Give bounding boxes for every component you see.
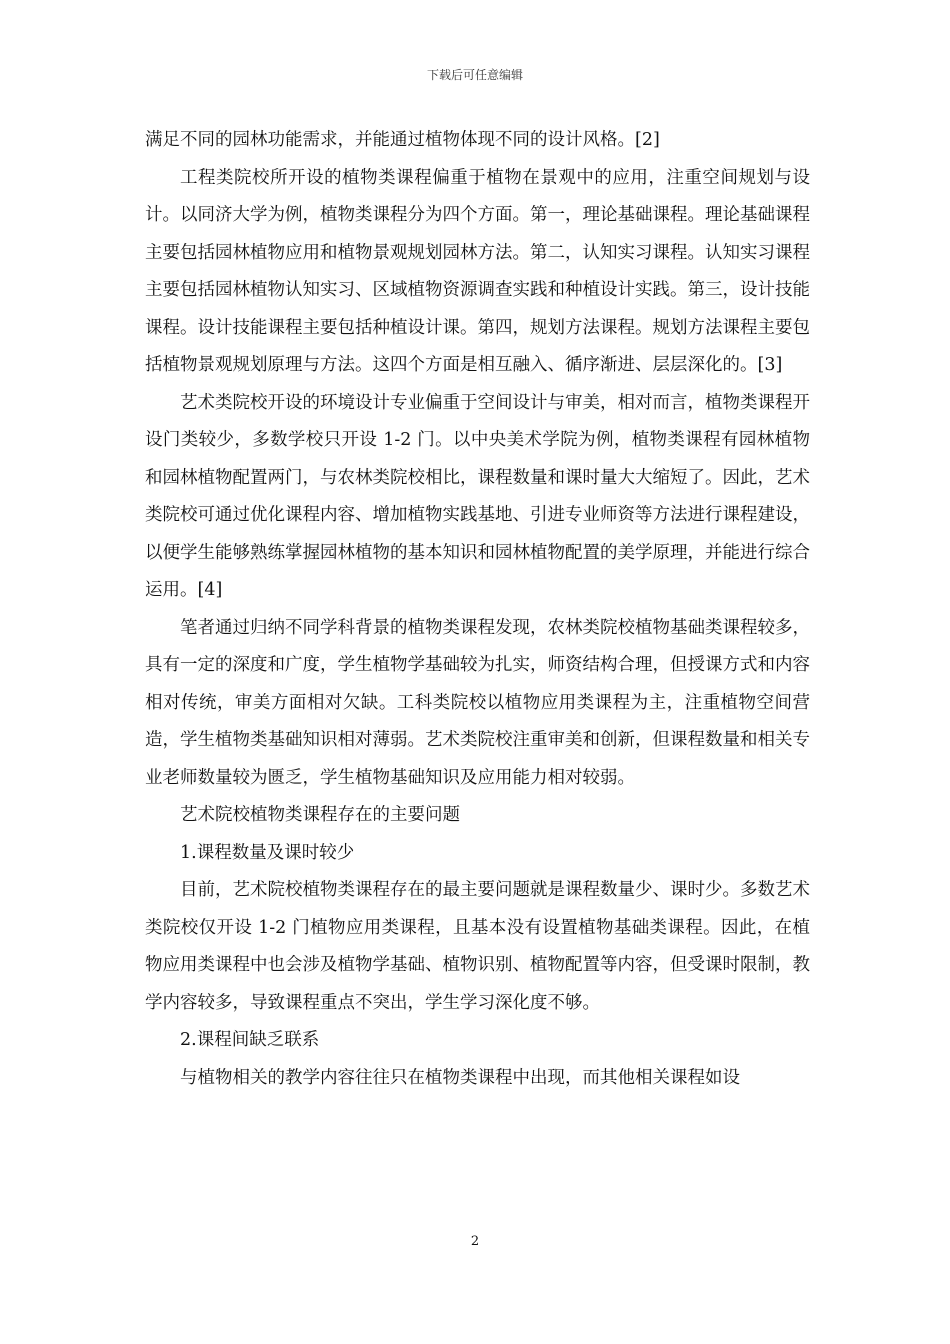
paragraph-problem-2: 与植物相关的教学内容往往只在植物类课程中出现，而其他相关课程如设: [180, 1067, 740, 1088]
paragraph-art-schools: 艺术类院校开设的环境设计专业偏重于空间设计与审美，相对而言，植物类课程开设门类较少，多数学校只开设 1-2 门。以中央美术学院为例，植物类课程有园林植物和园林植物配置两门，与农林类院校相比，课程数量和课时量大大缩短了。因此，艺术类院校可通过优化课程内容、增加植物实践基地、引进专业师资等方法进行课程建设，以便学生能够熟练掌握园林植物的基本知识和园林植物配置的美学原理，并能进行综合运用。[4]: [145, 392, 810, 600]
section-heading: 艺术院校植物类课程存在的主要问题: [180, 805, 460, 825]
paragraph-engineering-schools: 工程类院校所开设的植物类课程偏重于植物在景观中的应用，注重空间规划与设计。以同济大学为例，植物类课程分为四个方面。第一，理论基础课程。理论基础课程主要包括园林植物应用和植物景观规划园林方法。第二，认知实习课程。认知实习课程主要包括园林植物认知实习、区域植物资源调查实践和种植设计实践。第三，设计技能课程。设计技能课程主要包括种植设计课。第四，规划方法课程。规划方法课程主要包括植物景观规划原理与方法。这四个方面是相互融入、循序渐进、层层深化的。[3]: [145, 167, 810, 375]
paragraph-summary: 笔者通过归纳不同学科背景的植物类课程发现，农林类院校植物基础类课程较多，具有一定的深度和广度，学生植物学基础较为扎实，师资结构合理，但授课方式和内容相对传统，审美方面相对欠缺。工科类院校以植物应用类课程为主，注重植物空间营造，学生植物类基础知识相对薄弱。艺术类院校注重审美和创新，但课程数量和相关专业老师数量较为匮乏，学生植物基础知识及应用能力相对较弱。: [145, 617, 810, 788]
subheading-1: 1.课程数量及课时较少: [180, 842, 355, 863]
body-text: [145, 122, 810, 1097]
paragraph-problem-1: 目前，艺术院校植物类课程存在的最主要问题就是课程数量少、课时少。多数艺术类院校仅开设 1-2 门植物应用类课程，且基本没有设置植物基础类课程。因此，在植物应用类课程中也会涉及植物学基础、植物识别、植物配置等内容，但受课时限制，教学内容较多，导致课程重点不突出，学生学习深化度不够。: [145, 880, 810, 1013]
page-header-note: 下载后可任意编辑: [426, 68, 523, 82]
paragraph-continuation: 满足不同的园林功能需求，并能通过植物体现不同的设计风格。[2]: [145, 130, 660, 150]
subheading-2: 2.课程间缺乏联系: [180, 1030, 320, 1050]
page-number: 2: [470, 1234, 480, 1249]
